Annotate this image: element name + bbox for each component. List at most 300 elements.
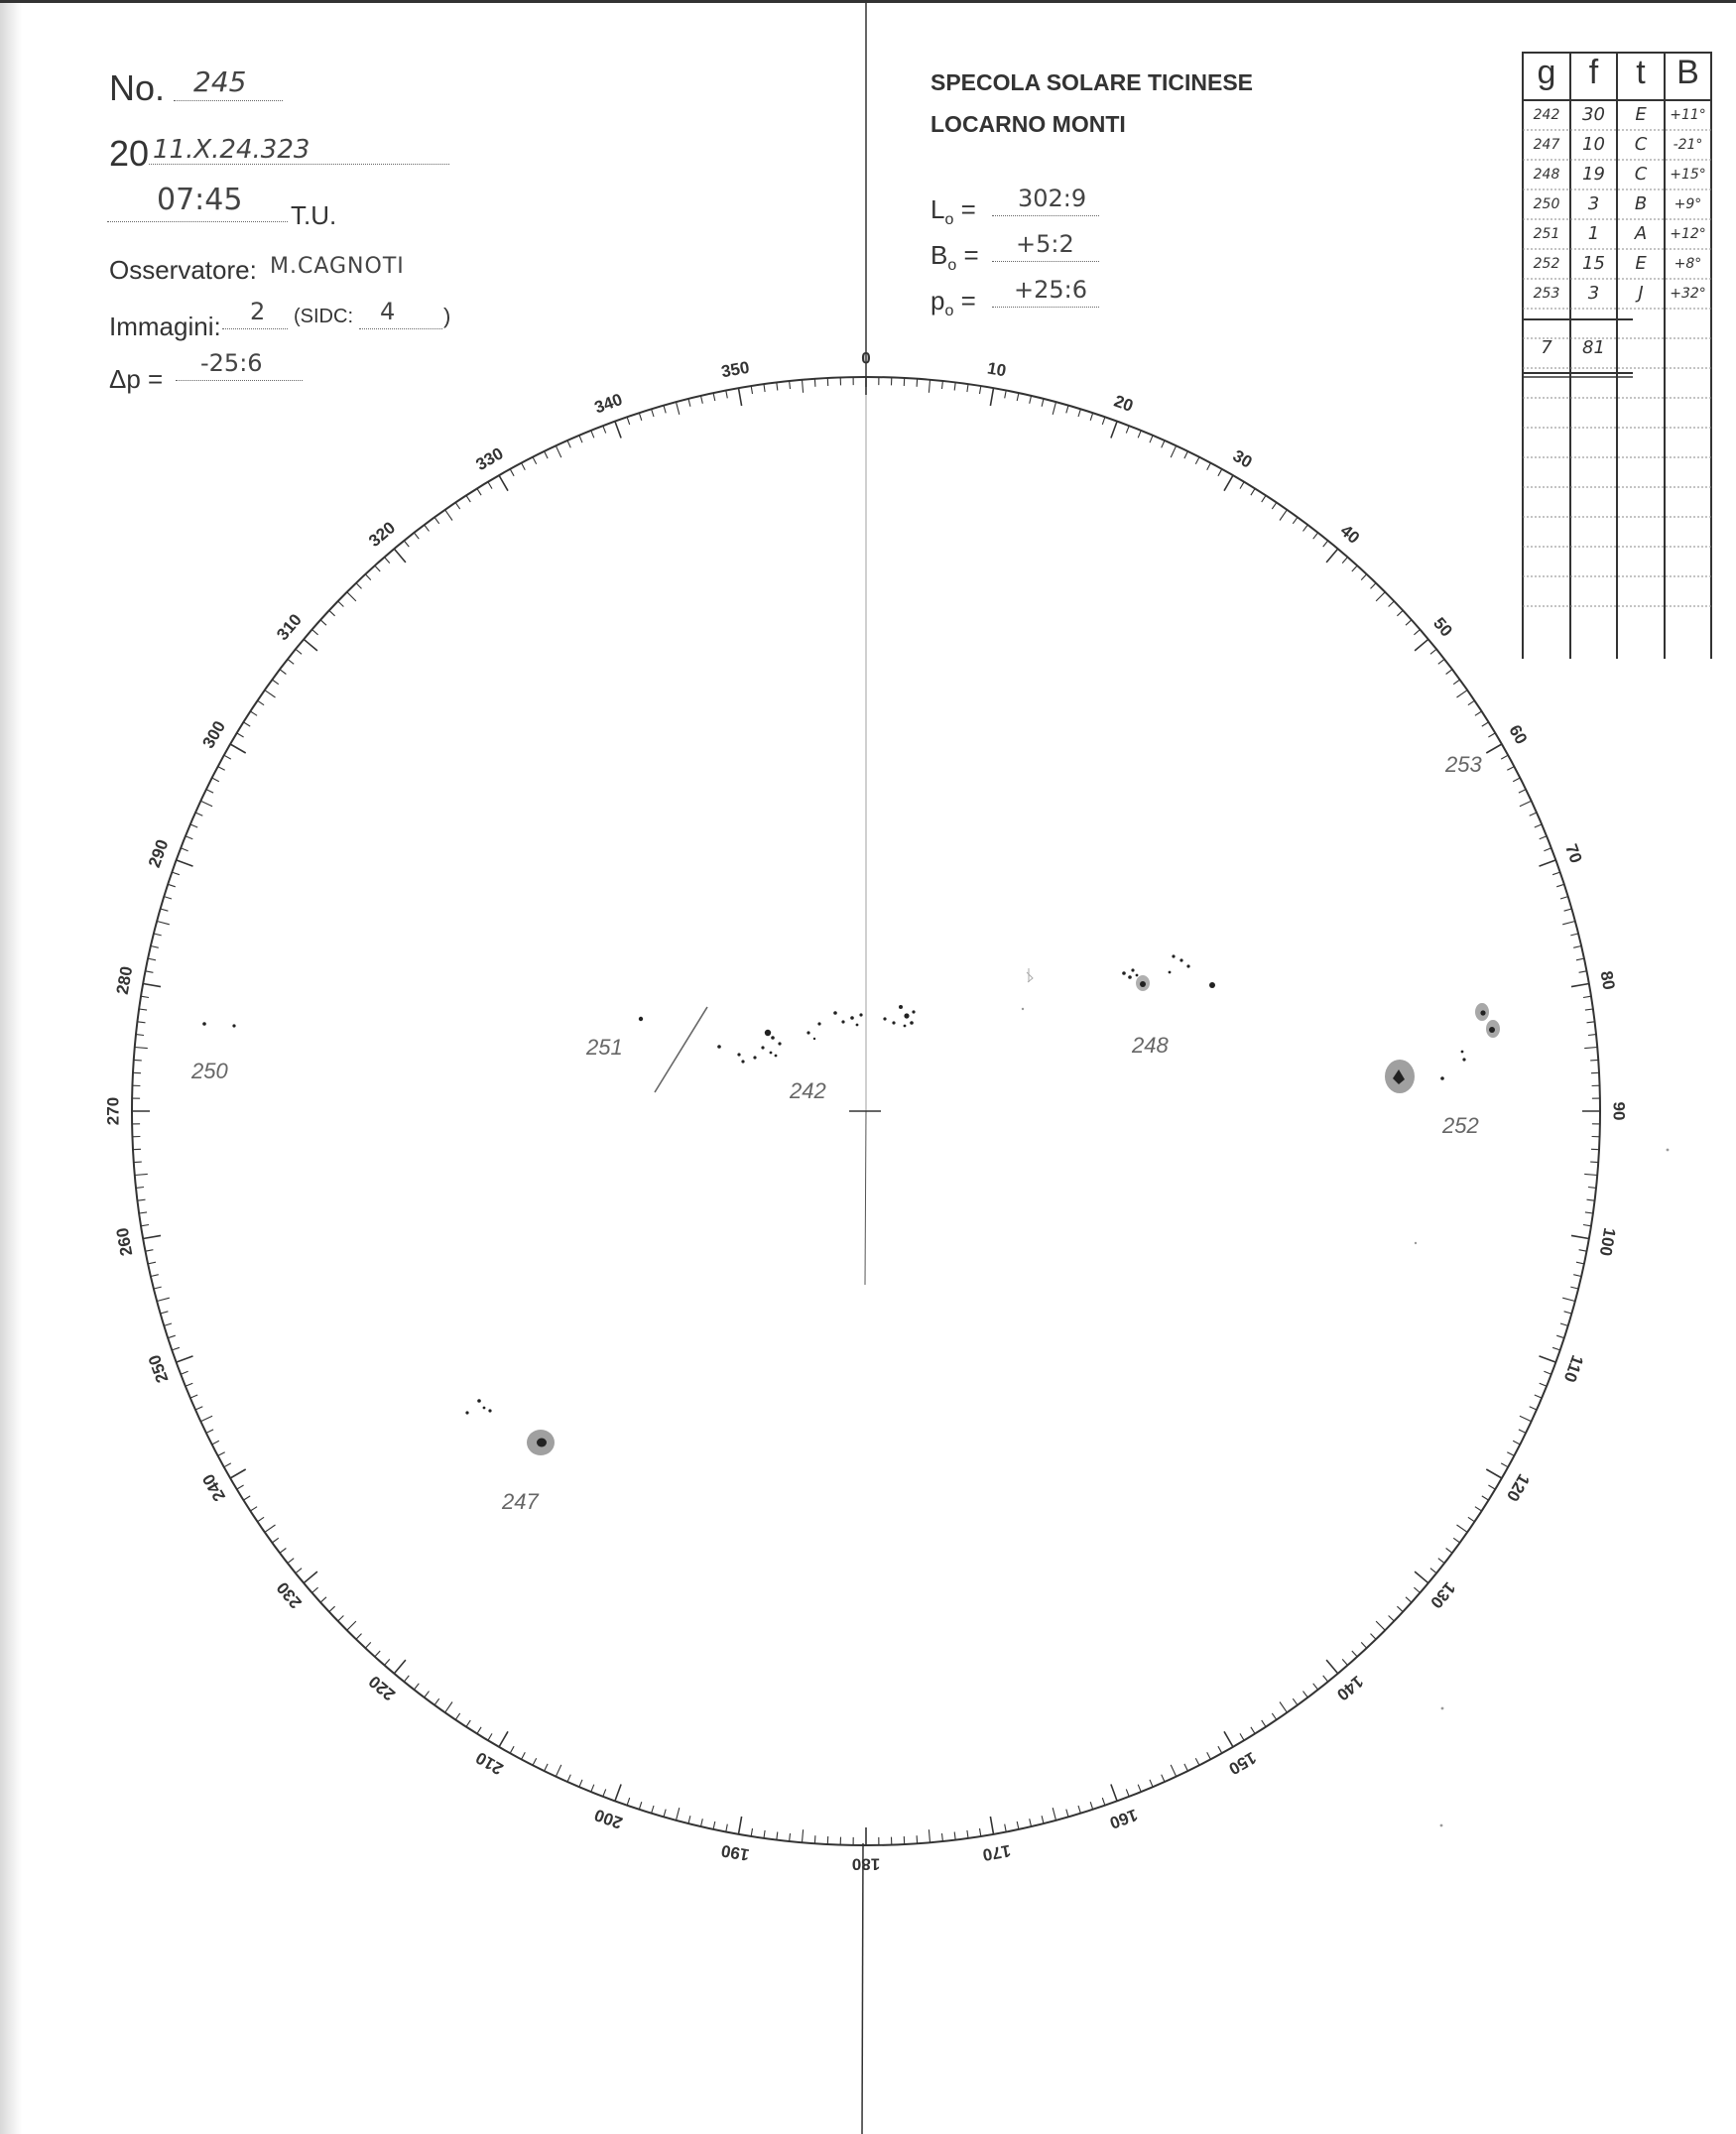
tick-mark — [751, 1828, 752, 1836]
tick-mark — [1323, 541, 1328, 547]
tick-mark — [1438, 1559, 1444, 1564]
tick-mark — [394, 549, 406, 563]
tick-mark — [499, 1731, 508, 1747]
tick-mark — [243, 722, 250, 726]
tick-mark — [1564, 909, 1572, 911]
cell-type: E — [1635, 253, 1647, 274]
tick-mark — [455, 1713, 460, 1720]
tick-mark — [1446, 1549, 1452, 1554]
tick-mark — [510, 1746, 514, 1753]
col-header-g: g — [1537, 54, 1556, 91]
tick-mark — [1583, 1225, 1591, 1226]
tick-mark — [1475, 711, 1482, 715]
central-meridian-bottom — [862, 1843, 863, 2134]
tick-mark — [338, 601, 344, 607]
tick-mark — [1293, 517, 1298, 524]
tick-mark — [1280, 1702, 1287, 1713]
tick-mark — [790, 1833, 791, 1841]
tick-mark — [1488, 1485, 1495, 1489]
tick-mark — [168, 1335, 176, 1338]
tick-mark — [190, 1395, 197, 1398]
col-header-b: B — [1676, 54, 1699, 91]
tick-mark — [1468, 700, 1475, 705]
tick-mark — [1042, 1816, 1044, 1823]
tick-mark — [1415, 639, 1428, 651]
tick-mark — [329, 1606, 335, 1612]
tick-mark — [1078, 1806, 1080, 1814]
tick-mark — [1293, 1698, 1298, 1705]
tick-mark — [164, 1323, 172, 1325]
tick-mark — [522, 463, 526, 470]
tick-mark — [1560, 897, 1568, 899]
l0-letter: L — [930, 194, 945, 224]
tick-mark — [1030, 1819, 1032, 1826]
total-groups: 7 — [1541, 337, 1552, 358]
tick-mark — [1207, 1752, 1211, 1759]
tick-label-300: 300 — [198, 717, 230, 752]
tick-mark — [664, 406, 666, 414]
tick-label-250: 250 — [144, 1352, 173, 1386]
tick-mark — [1486, 1469, 1502, 1478]
tick-mark — [1585, 1009, 1593, 1010]
tick-mark — [1053, 402, 1055, 415]
tick-mark — [136, 1188, 144, 1189]
tick-mark — [1540, 860, 1556, 866]
tick-mark — [1520, 1416, 1532, 1422]
tick-mark — [425, 525, 430, 531]
b0-value: +5:2 — [1016, 230, 1074, 258]
tick-mark — [385, 1659, 390, 1665]
tick-label-290: 290 — [144, 836, 173, 870]
tick-mark — [1272, 1713, 1277, 1720]
tick-mark — [141, 996, 149, 997]
tick-mark — [615, 1785, 621, 1802]
tick-mark — [477, 488, 481, 495]
tick-mark — [1224, 1731, 1233, 1747]
tick-mark — [1090, 413, 1093, 421]
tick-mark — [1389, 1616, 1395, 1622]
tick-mark — [1262, 1720, 1266, 1727]
tick-mark — [272, 680, 279, 685]
p0-subscript: o — [944, 303, 954, 319]
tick-mark — [1488, 733, 1495, 737]
tick-mark — [1171, 1765, 1177, 1777]
total-spots: 81 — [1582, 337, 1605, 358]
tick-mark — [1446, 670, 1452, 675]
tick-mark — [296, 649, 302, 654]
tick-mark — [1150, 436, 1153, 442]
tick-mark — [1218, 1746, 1222, 1753]
tick-label-30: 30 — [1229, 445, 1256, 472]
tick-mark — [627, 1798, 630, 1806]
tick-mark — [394, 1660, 406, 1674]
tick-mark — [434, 517, 439, 524]
col-header-t: t — [1636, 54, 1646, 91]
tick-mark — [304, 1571, 317, 1583]
tick-mark — [365, 574, 371, 580]
tick-mark — [1519, 790, 1526, 794]
tick-mark — [237, 1485, 244, 1489]
tick-mark — [151, 1275, 159, 1277]
tick-mark — [1475, 1507, 1482, 1511]
tick-mark — [1272, 503, 1277, 510]
tick-mark — [603, 426, 606, 433]
tick-mark — [777, 1832, 778, 1840]
tick-mark — [1570, 934, 1578, 936]
tick-mark — [477, 1727, 481, 1734]
tick-mark — [1240, 1733, 1244, 1740]
tick-mark — [533, 457, 537, 464]
tick-mark — [148, 1262, 156, 1264]
tick-mark — [567, 1775, 570, 1782]
tick-mark — [206, 790, 213, 794]
tick-mark — [1544, 1371, 1550, 1374]
images-label: Immagini: — [109, 312, 221, 341]
group-252-spots — [1385, 1003, 1500, 1093]
group-248-spots — [1122, 954, 1215, 991]
tick-mark — [258, 1517, 265, 1522]
tick-mark — [1430, 649, 1436, 654]
tick-mark — [652, 1806, 654, 1814]
tick-label-180: 180 — [851, 1854, 881, 1874]
tick-mark — [154, 934, 162, 936]
tick-mark — [639, 1802, 642, 1810]
tick-mark — [701, 1819, 703, 1826]
tick-label-130: 130 — [1426, 1577, 1459, 1612]
tick-label-340: 340 — [591, 389, 625, 418]
tick-mark — [1556, 1335, 1564, 1338]
cell-group: 250 — [1533, 196, 1560, 212]
tick-mark — [243, 1496, 250, 1500]
tick-label-270: 270 — [103, 1096, 123, 1126]
tick-mark — [1195, 457, 1199, 464]
tick-mark — [488, 1733, 492, 1740]
tick-mark — [1562, 922, 1575, 925]
tick-mark — [312, 1587, 318, 1592]
tick-mark — [136, 1035, 144, 1036]
tick-mark — [320, 1597, 326, 1602]
tick-mark — [1207, 463, 1211, 470]
b0-subscript: o — [947, 257, 957, 274]
tick-mark — [237, 733, 244, 737]
tick-mark — [522, 1752, 526, 1759]
cell-latitude: +11° — [1670, 107, 1706, 123]
tick-mark — [218, 1452, 225, 1456]
tick-label-0: 0 — [861, 348, 871, 368]
tick-mark — [726, 391, 728, 399]
tick-mark — [161, 1312, 169, 1314]
tick-mark — [265, 1525, 276, 1532]
tick-mark — [1573, 1275, 1581, 1277]
tick-mark — [141, 1225, 149, 1226]
tick-mark — [1540, 836, 1547, 839]
cell-type: E — [1635, 104, 1647, 125]
tick-mark — [1535, 824, 1542, 827]
tick-mark — [1389, 601, 1395, 607]
tick-mark — [161, 909, 169, 911]
cell-group: 252 — [1533, 256, 1560, 272]
tick-mark — [1352, 565, 1357, 571]
tick-mark — [803, 380, 804, 393]
tick-mark — [250, 711, 257, 715]
group-label-248: 248 — [1132, 1033, 1169, 1058]
tick-mark — [1240, 482, 1244, 489]
group-label-247: 247 — [502, 1489, 539, 1514]
tick-mark — [1251, 488, 1255, 495]
l0-value: 302:9 — [1018, 185, 1087, 212]
tick-mark — [533, 1758, 537, 1765]
tick-label-60: 60 — [1505, 721, 1532, 748]
number-label: No. — [109, 67, 166, 108]
tick-mark — [929, 1829, 930, 1842]
tick-mark — [1162, 1775, 1165, 1782]
tick-mark — [1544, 848, 1550, 851]
tick-mark — [1583, 996, 1591, 997]
tick-label-50: 50 — [1429, 613, 1456, 641]
tick-mark — [1414, 630, 1420, 635]
tick-mark — [139, 1009, 147, 1010]
tick-mark — [1414, 1587, 1420, 1592]
tick-mark — [751, 386, 752, 394]
tick-mark — [1576, 958, 1584, 960]
tick-mark — [1313, 533, 1318, 539]
tick-mark — [1486, 744, 1502, 753]
tick-mark — [627, 417, 630, 425]
tick-mark — [917, 379, 918, 387]
group-label-242: 242 — [790, 1078, 826, 1103]
tick-mark — [942, 1833, 943, 1841]
tick-mark — [143, 1235, 161, 1238]
cell-count: 10 — [1582, 134, 1605, 155]
p0-letter: p — [930, 286, 945, 315]
tick-mark — [154, 1287, 162, 1289]
tick-mark — [1111, 1785, 1117, 1802]
tick-mark — [1371, 1634, 1377, 1640]
tick-mark — [404, 541, 409, 547]
tick-mark — [1030, 396, 1032, 404]
col-header-f: f — [1588, 54, 1599, 91]
tick-mark — [139, 1212, 147, 1213]
tick-mark — [803, 1829, 804, 1842]
time-value: 07:45 — [157, 183, 243, 217]
tick-mark — [375, 565, 380, 571]
tick-mark — [1102, 1798, 1105, 1806]
tick-mark — [230, 744, 246, 753]
tick-mark — [320, 620, 326, 625]
tick-mark — [713, 393, 715, 401]
tick-mark — [218, 767, 225, 771]
group-247-spots — [465, 1399, 555, 1455]
tick-label-100: 100 — [1595, 1226, 1620, 1258]
tick-mark — [1457, 1525, 1468, 1532]
observer-value: M.CAGNOTI — [270, 254, 405, 279]
tick-mark — [143, 984, 161, 987]
tick-mark — [1126, 426, 1129, 433]
tick-mark — [1579, 1250, 1587, 1252]
cell-type: A — [1634, 223, 1648, 244]
tick-mark — [168, 884, 176, 887]
tick-mark — [1576, 1262, 1584, 1264]
tick-mark — [615, 422, 621, 439]
tick-mark — [980, 1828, 981, 1836]
tick-mark — [1560, 1323, 1568, 1325]
tick-mark — [739, 1817, 742, 1834]
tick-mark — [1562, 1298, 1575, 1301]
tick-mark — [172, 872, 180, 875]
tick-mark — [1584, 1174, 1597, 1175]
tick-mark — [1053, 1808, 1055, 1820]
tick-mark — [639, 413, 642, 421]
tick-mark — [1438, 659, 1444, 664]
tick-label-10: 10 — [985, 358, 1008, 381]
tick-mark — [1415, 1571, 1428, 1583]
cell-latitude: +12° — [1670, 226, 1706, 242]
tick-label-140: 140 — [1332, 1672, 1367, 1704]
observatory-name: SPECOLA SOLARE TICINESE — [930, 69, 1254, 95]
images-value: 2 — [250, 298, 266, 325]
group-label-252: 252 — [1442, 1113, 1479, 1138]
tick-mark — [1017, 393, 1019, 401]
tick-mark — [1342, 1659, 1347, 1665]
tick-mark — [280, 670, 286, 675]
tick-mark — [579, 436, 582, 442]
tick-label-40: 40 — [1336, 521, 1364, 548]
tick-mark — [1513, 778, 1520, 782]
tick-mark — [206, 1430, 213, 1434]
tick-mark — [1571, 984, 1589, 987]
tick-mark — [466, 495, 470, 502]
cell-count: 15 — [1582, 253, 1605, 274]
cell-group: 248 — [1533, 167, 1560, 183]
tick-mark — [1042, 399, 1044, 407]
central-meridian-middle — [865, 1111, 866, 1285]
tick-label-90: 90 — [1609, 1101, 1629, 1121]
tick-mark — [1184, 1764, 1188, 1771]
tick-mark — [1361, 1642, 1367, 1648]
tick-mark — [1162, 440, 1165, 447]
tick-mark — [967, 1830, 968, 1838]
tick-mark — [591, 1785, 594, 1792]
tick-mark — [186, 1383, 192, 1386]
tick-label-70: 70 — [1561, 841, 1586, 866]
tick-mark — [164, 897, 172, 899]
cell-type: B — [1634, 193, 1648, 214]
tick-mark — [1552, 1347, 1560, 1350]
tick-mark — [445, 1702, 452, 1713]
tick-mark — [172, 1347, 180, 1350]
tick-mark — [190, 824, 197, 827]
tick-mark — [1361, 574, 1367, 580]
tick-label-150: 150 — [1225, 1747, 1260, 1779]
delta-p-label: Δp = — [109, 364, 164, 394]
group-242-spots — [717, 1005, 915, 1064]
tick-mark — [338, 1616, 344, 1622]
number-value: 245 — [193, 65, 247, 98]
tick-mark — [212, 778, 219, 782]
cell-count: 3 — [1587, 193, 1600, 214]
tick-mark — [1313, 1684, 1318, 1690]
tick-mark — [1352, 1651, 1357, 1657]
tick-mark — [414, 1684, 419, 1690]
tick-mark — [1224, 475, 1233, 491]
tick-mark — [1468, 1517, 1475, 1522]
date-value: 11.Ⅹ.24.323 — [153, 135, 310, 165]
tick-mark — [579, 1780, 582, 1787]
cell-type: J — [1638, 283, 1644, 304]
time-unit-label: T.U. — [291, 200, 337, 230]
tick-mark — [1520, 801, 1532, 807]
tick-label-280: 280 — [112, 964, 137, 996]
tick-mark — [1482, 1496, 1489, 1500]
tick-mark — [713, 1821, 715, 1829]
tick-mark — [146, 971, 154, 973]
tick-label-120: 120 — [1502, 1470, 1534, 1505]
tick-mark — [1218, 469, 1222, 476]
delta-p-value: -25:6 — [200, 349, 263, 377]
tick-mark — [1457, 690, 1468, 697]
tick-mark — [1571, 1235, 1589, 1238]
tick-label-350: 350 — [719, 357, 751, 382]
tick-mark — [980, 386, 981, 394]
tick-mark — [1303, 1692, 1308, 1697]
tick-mark — [157, 922, 170, 925]
tick-label-110: 110 — [1559, 1352, 1587, 1385]
cell-latitude: +8° — [1674, 256, 1702, 272]
tick-mark — [1342, 558, 1347, 564]
tick-label-200: 200 — [591, 1805, 625, 1833]
tick-mark — [414, 533, 419, 539]
tick-mark — [556, 445, 561, 457]
tick-mark — [135, 1048, 148, 1049]
tick-mark — [1507, 767, 1514, 771]
tick-mark — [677, 402, 680, 415]
tick-mark — [280, 1549, 286, 1554]
tick-mark — [726, 1824, 728, 1832]
tick-mark — [365, 1642, 371, 1648]
tick-label-190: 190 — [719, 1840, 751, 1865]
tick-mark — [347, 592, 356, 601]
tick-mark — [134, 1162, 142, 1163]
p0-equals: = — [960, 286, 976, 315]
tick-mark — [1530, 1407, 1537, 1410]
group-251-axis-line — [655, 1007, 707, 1092]
tick-mark — [1501, 755, 1508, 759]
cell-count: 19 — [1582, 164, 1605, 185]
tick-label-240: 240 — [198, 1470, 230, 1505]
sidc-close: ) — [443, 304, 451, 328]
cell-type: C — [1634, 134, 1648, 155]
tick-mark — [790, 381, 791, 389]
tick-mark — [135, 1174, 148, 1175]
tick-mark — [445, 510, 452, 521]
sidc-value: 4 — [380, 298, 396, 325]
b0-letter: B — [930, 240, 948, 270]
tick-mark — [1513, 1441, 1520, 1444]
tick-mark — [250, 1507, 257, 1511]
tick-mark — [1588, 1188, 1596, 1189]
tick-label-230: 230 — [273, 1577, 306, 1612]
cell-latitude: +15° — [1670, 167, 1706, 183]
tick-mark — [1150, 1780, 1153, 1787]
tick-mark — [990, 388, 993, 406]
tick-mark — [1005, 391, 1007, 399]
tick-mark — [814, 379, 815, 387]
cell-count: 30 — [1582, 104, 1605, 125]
tick-mark — [1573, 946, 1581, 948]
tick-mark — [917, 1835, 918, 1843]
tick-mark — [288, 1559, 294, 1564]
tick-mark — [1584, 1048, 1597, 1049]
